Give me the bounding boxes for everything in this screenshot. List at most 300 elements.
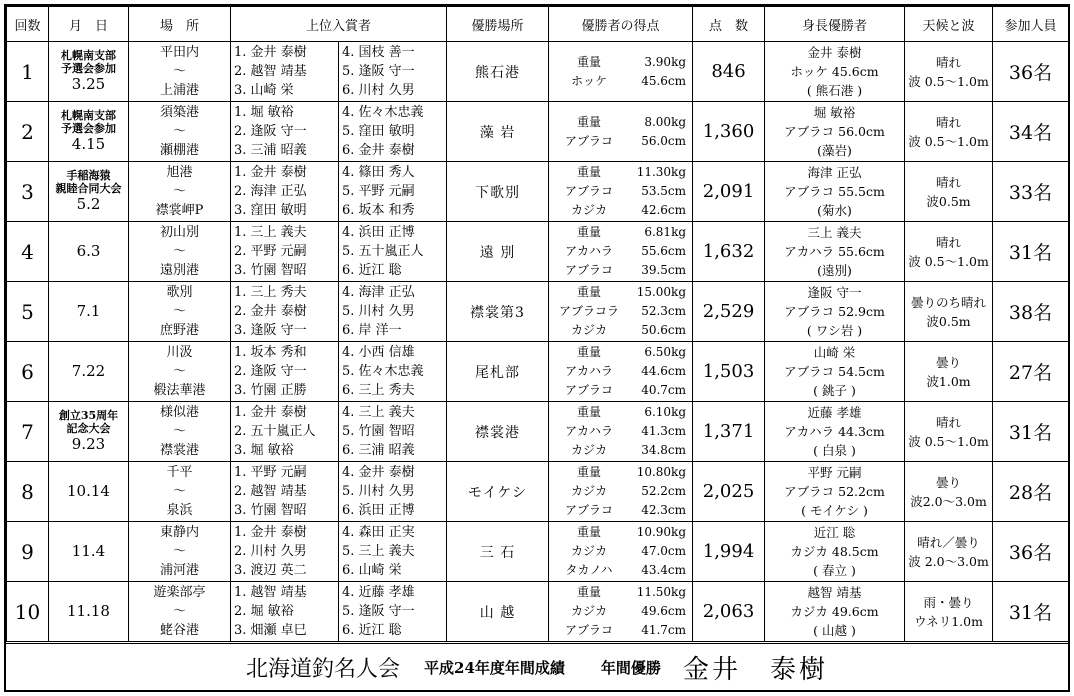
tall-line: アブラコ 54.5cm [784,364,885,379]
round-number: 4 [7,222,49,282]
winner-entry: 3. 竹園 智昭 [234,503,307,518]
winner-entry: 3. 窪田 敏明 [234,203,307,218]
weather-waves [905,462,993,522]
place-line: 蛯谷港 [159,623,199,638]
winner-entry: 5. 佐々木忠義 [342,364,424,379]
event-date [49,282,129,342]
score-value: 44.6cm [641,364,687,378]
score-label: カジカ [571,484,608,498]
header-venue: 優勝場所 [447,7,549,42]
winners-4-6 [339,222,447,282]
date-value: 7.22 [71,361,106,380]
tall-line: 三上 義夫 [807,225,862,240]
score-value: 41.3cm [641,424,687,438]
tall-line: カジカ 48.5cm [790,544,879,559]
tall-line: ( 白泉 ) [813,443,856,458]
round-number: 1 [7,42,49,102]
winners-4-6 [339,42,447,102]
score-line [549,463,692,482]
score-label: タカノハ [565,563,613,577]
winner-entry: 6. 近江 聡 [342,263,402,278]
header-place: 場 所 [129,7,231,42]
event-date [49,42,129,102]
score-label: 重量 [577,345,602,359]
winner-entry: 6. 近江 聡 [342,623,402,638]
weather-waves [905,402,993,462]
event-name: 札幌南支部 [61,109,116,123]
tall-line: (遠別) [817,263,852,278]
score-value: 39.5cm [641,263,687,277]
winner-score [549,402,693,462]
points: 1,360 [693,102,765,162]
weather-line: ウネリ1.0m [914,613,983,629]
score-line [549,163,692,182]
winner-score [549,342,693,402]
score-label: アカハラ [565,424,613,438]
tall-line: カジカ 49.6cm [790,604,879,619]
tall-line: 金井 泰樹 [807,45,862,60]
winning-venue: 下歌別 [447,162,549,222]
event-date [49,582,129,642]
place-line: 浦河港 [159,563,199,578]
results-sheet [4,4,1070,692]
winners-1-3 [231,402,339,462]
winners-4-6 [339,522,447,582]
score-label: アカハラ [565,364,613,378]
weather-line: 晴れ [936,174,962,190]
table-row [7,342,1069,402]
score-line [549,72,692,91]
score-value: 6.81kg [644,225,687,239]
tall-line: ( モイケシ ) [801,503,868,518]
winner-entry: 2. 平野 元嗣 [234,244,307,259]
score-line [549,182,692,201]
winner-entry: 3. 竹園 智昭 [234,263,307,278]
score-label: 重量 [577,525,602,539]
winner-entry: 4. 小西 信雄 [342,345,415,360]
score-line [549,53,692,72]
event-date [49,222,129,282]
winning-venue: 藻 岩 [447,102,549,162]
event-date [49,402,129,462]
weather-waves [905,582,993,642]
tall-line: 近江 聡 [813,525,856,540]
points: 1,994 [693,522,765,582]
place-line: ～ [172,184,186,199]
weather-line: 雨・曇り [923,594,974,610]
score-line [549,602,692,621]
tall-line: ( 熊石港 ) [806,83,863,98]
score-value: 49.6cm [641,604,687,618]
winner-entry: 3. 竹園 正勝 [234,383,307,398]
date-value: 6.3 [76,241,101,260]
header-weather: 天候と波 [905,7,993,42]
place-line: 様似港 [159,405,199,420]
place-line: 旭港 [166,165,193,180]
winner-entry: 1. 金井 泰樹 [234,165,307,180]
winner-entry: 4. 海津 正弘 [342,285,415,300]
score-label: カジカ [571,604,608,618]
winners-1-3 [231,462,339,522]
score-line [549,501,692,520]
score-value: 55.6cm [641,244,687,258]
score-label: 重量 [577,405,602,419]
tall-line: 越智 靖基 [807,585,862,600]
winners-4-6 [339,582,447,642]
weather-line: 波1.0m [926,373,971,389]
score-value: 47.0cm [641,544,687,558]
weather-line: 波 2.0～3.0m [908,553,989,569]
score-line [549,381,692,400]
place-line: ～ [172,484,186,499]
fishing-area [129,522,231,582]
score-value: 50.6cm [641,323,687,337]
winner-entry: 1. 坂本 秀和 [234,345,307,360]
winner-score [549,162,693,222]
participant-count: 36名 [993,42,1069,102]
winner-entry: 5. 竹園 智昭 [342,424,415,439]
header-winner-score: 優勝者の得点 [549,7,693,42]
weather-waves [905,102,993,162]
weather-line: 晴れ [936,414,962,430]
date-value: 9.23 [71,434,106,453]
winner-entry: 6. 三浦 昭義 [342,443,415,458]
place-line: 川汲 [166,345,193,360]
winners-4-6 [339,162,447,222]
tall-line: ( 春立 ) [813,563,856,578]
table-row [7,582,1069,642]
tall-line: 逢阪 守一 [807,285,862,300]
weather-line: 晴れ [936,54,962,70]
score-line [549,482,692,501]
score-label: アブラコ [565,133,614,148]
score-label: 重量 [577,114,602,129]
points: 2,063 [693,582,765,642]
winner-entry: 1. 金井 泰樹 [234,405,307,420]
weather-line: 曇り [936,474,962,490]
tall-line: (菊水) [817,203,852,218]
score-value: 11.30kg [636,165,687,179]
header-date: 月 日 [49,7,129,42]
weather-line: 波0.5m [926,313,971,329]
place-line: ～ [172,244,186,259]
date-value: 3.25 [71,74,106,93]
participant-count: 31名 [993,582,1069,642]
results-table [6,6,1069,642]
event-date [49,462,129,522]
winners-4-6 [339,462,447,522]
table-row [7,402,1069,462]
event-name: 手稲海猿 [66,169,111,183]
score-label: 重量 [577,465,602,479]
score-line [549,283,692,302]
score-line [549,302,692,321]
score-label: カジカ [571,443,608,457]
place-line: 襟裳岬P [155,203,204,218]
table-row [7,222,1069,282]
score-label: 重量 [577,585,602,599]
event-date [49,102,129,162]
winner-entry: 6. 川村 久男 [342,83,415,98]
place-line: 平田内 [159,45,199,60]
tall-line: ホッケ 45.6cm [790,64,879,79]
weather-line: 波 0.5～1.0m [908,133,989,149]
table-row [7,462,1069,522]
participant-count: 33名 [993,162,1069,222]
winner-entry: 2. 五十嵐正人 [234,424,316,439]
winner-entry: 4. 三上 義夫 [342,405,415,420]
place-line: 千平 [166,465,193,480]
tall-winner [765,222,905,282]
winner-entry: 5. 逢阪 守一 [342,604,415,619]
header-count: 参加人員 [993,7,1069,42]
place-line: ～ [172,604,186,619]
tall-line: 平野 元嗣 [807,465,862,480]
fishing-area [129,402,231,462]
fishing-area [129,162,231,222]
fishing-area [129,102,231,162]
score-value: 52.2cm [641,484,687,498]
participant-count: 31名 [993,222,1069,282]
place-line: ～ [172,64,186,79]
tall-line: アカハラ 44.3cm [784,424,885,439]
winner-entry: 3. 畑瀬 卓巳 [234,623,307,638]
score-value: 45.6cm [641,73,687,88]
score-label: カジカ [571,544,608,558]
score-value: 43.4cm [641,563,687,577]
date-value: 7.1 [76,301,101,320]
winner-entry: 5. 川村 久男 [342,304,415,319]
winner-entry: 1. 越智 靖基 [234,585,307,600]
weather-line: 晴れ [936,234,962,250]
score-value: 10.90kg [636,525,687,539]
event-name: 予選会参加 [61,121,116,135]
winner-entry: 2. 堀 敏裕 [234,604,294,619]
place-line: 遠別港 [159,263,199,278]
winner-entry: 6. 金井 泰樹 [342,143,415,158]
date-value: 5.2 [76,194,101,213]
tall-line: 山崎 栄 [813,345,856,360]
header-tall: 身長優勝者 [765,7,905,42]
champion-name: 金井 泰樹 [682,654,828,685]
place-line: ～ [172,124,186,139]
winner-entry: 3. 渡辺 英二 [234,563,307,578]
winning-venue: 遠 別 [447,222,549,282]
participant-count: 31名 [993,402,1069,462]
winner-score [549,102,693,162]
tall-line: 近藤 孝雄 [807,405,862,420]
place-line: 遊楽部亭 [153,585,206,600]
winners-1-3 [231,582,339,642]
org-name: 北海道釣名人会 [246,656,401,682]
weather-waves [905,222,993,282]
winner-entry: 5. 平野 元嗣 [342,184,415,199]
place-line: ～ [172,304,186,319]
winning-venue: 三 石 [447,522,549,582]
event-name: 親睦合同大会 [55,181,122,195]
tall-line: 堀 敏裕 [813,105,856,120]
date-value: 10.14 [67,481,110,500]
tall-winner [765,282,905,342]
score-label: アブラコ [565,263,614,277]
header-row [7,7,1069,42]
participant-count: 27名 [993,342,1069,402]
winner-score [549,522,693,582]
fishing-area [129,222,231,282]
winner-entry: 2. 海津 正弘 [234,184,307,199]
winner-entry: 5. 窪田 敏明 [342,124,415,139]
score-value: 40.7cm [641,383,687,397]
tall-winner [765,402,905,462]
weather-line: 波 0.5～1.0m [908,73,989,89]
winner-score [549,582,693,642]
winner-entry: 3. 三浦 昭義 [234,143,307,158]
place-line: 椴法華港 [153,383,206,398]
round-number: 9 [7,522,49,582]
winner-entry: 3. 逢阪 守一 [234,323,307,338]
points: 846 [693,42,765,102]
score-line [549,201,692,220]
place-line: 歌別 [166,285,193,300]
winners-1-3 [231,522,339,582]
event-date [49,342,129,402]
winner-entry: 4. 篠田 秀人 [342,165,415,180]
winner-entry: 2. 川村 久男 [234,544,307,559]
score-label: アブラコ [565,383,614,397]
winners-4-6 [339,102,447,162]
score-label: カジカ [571,203,608,217]
tall-line: 海津 正弘 [807,165,862,180]
winner-entry: 5. 川村 久男 [342,484,415,499]
tall-line: アブラコ 56.0cm [784,124,885,139]
score-line [549,321,692,340]
place-line: 襟裳港 [159,443,199,458]
winner-entry: 4. 金井 泰樹 [342,465,415,480]
score-line [549,261,692,280]
tall-winner [765,42,905,102]
score-line [549,422,692,441]
winners-1-3 [231,102,339,162]
winners-4-6 [339,342,447,402]
weather-waves [905,342,993,402]
score-value: 15.00kg [636,285,687,299]
round-number: 8 [7,462,49,522]
winner-entry: 6. 坂本 和秀 [342,203,415,218]
points: 2,529 [693,282,765,342]
winner-entry: 2. 越智 靖基 [234,484,307,499]
score-label: アブラコ [565,503,614,517]
weather-waves [905,282,993,342]
winner-entry: 1. 金井 泰樹 [234,525,307,540]
weather-line: 曇り [936,354,962,370]
score-label: カジカ [571,323,608,337]
winner-entry: 3. 堀 敏裕 [234,443,294,458]
footer [6,643,1068,690]
winner-entry: 4. 佐々木忠義 [342,105,424,120]
score-value: 8.00kg [644,114,687,129]
header-no: 回数 [7,7,49,42]
weather-line: 晴れ [936,114,962,130]
table-row [7,522,1069,582]
place-line: 上浦港 [159,83,199,98]
fishing-area [129,282,231,342]
table-row [7,42,1069,102]
winners-1-3 [231,342,339,402]
weather-line: 波2.0～3.0m [910,493,987,509]
tall-line: アカハラ 55.6cm [784,244,885,259]
score-value: 56.0cm [641,133,687,148]
score-value: 42.6cm [641,203,687,217]
score-value: 52.3cm [641,304,687,318]
participant-count: 38名 [993,282,1069,342]
tall-line: アブラコ 52.2cm [784,484,885,499]
winner-entry: 4. 国枝 善一 [342,45,415,60]
winner-entry: 2. 逢阪 守一 [234,124,307,139]
points: 1,371 [693,402,765,462]
round-number: 7 [7,402,49,462]
score-label: アブラコ [565,623,614,637]
tall-winner [765,342,905,402]
place-line: 泉浜 [166,503,193,518]
place-line: 初山別 [159,225,199,240]
tall-winner [765,582,905,642]
score-line [549,343,692,362]
winner-score [549,462,693,522]
winner-entry: 6. 山崎 栄 [342,563,402,578]
score-label: ホッケ [571,73,608,88]
score-line [549,561,692,580]
winners-4-6 [339,282,447,342]
date-value: 11.18 [67,601,110,620]
winners-1-3 [231,282,339,342]
place-line: 須築港 [159,105,199,120]
winner-score [549,222,693,282]
weather-line: 曇りのち晴れ [911,294,987,310]
header-points: 点 数 [693,7,765,42]
tall-line: ( ワシ岩 ) [806,323,863,338]
points: 2,091 [693,162,765,222]
weather-line: 晴れ／曇り [917,534,980,550]
score-line [549,583,692,602]
table-row [7,102,1069,162]
score-value: 10.80kg [636,465,687,479]
winner-entry: 5. 三上 義夫 [342,544,415,559]
winner-entry: 1. 堀 敏裕 [234,105,294,120]
winner-entry: 1. 金井 泰樹 [234,45,307,60]
score-value: 3.90kg [644,54,687,69]
tall-line: ( 銚子 ) [813,383,856,398]
winning-venue: モイケシ [447,462,549,522]
score-value: 11.50kg [636,585,687,599]
points: 1,632 [693,222,765,282]
winner-entry: 6. 浜田 正博 [342,503,415,518]
score-line [549,523,692,542]
winner-entry: 2. 金井 泰樹 [234,304,307,319]
winning-venue: 山 越 [447,582,549,642]
place-line: 瀬棚港 [159,143,199,158]
winners-1-3 [231,162,339,222]
weather-waves [905,162,993,222]
winner-entry: 2. 逢阪 守一 [234,364,307,379]
place-line: ～ [172,364,186,379]
winner-entry: 5. 逢阪 守一 [342,64,415,79]
score-value: 34.8cm [641,443,687,457]
table-row [7,162,1069,222]
winning-venue: 熊石港 [447,42,549,102]
score-line [549,242,692,261]
tall-winner [765,102,905,162]
place-line: ～ [172,544,186,559]
